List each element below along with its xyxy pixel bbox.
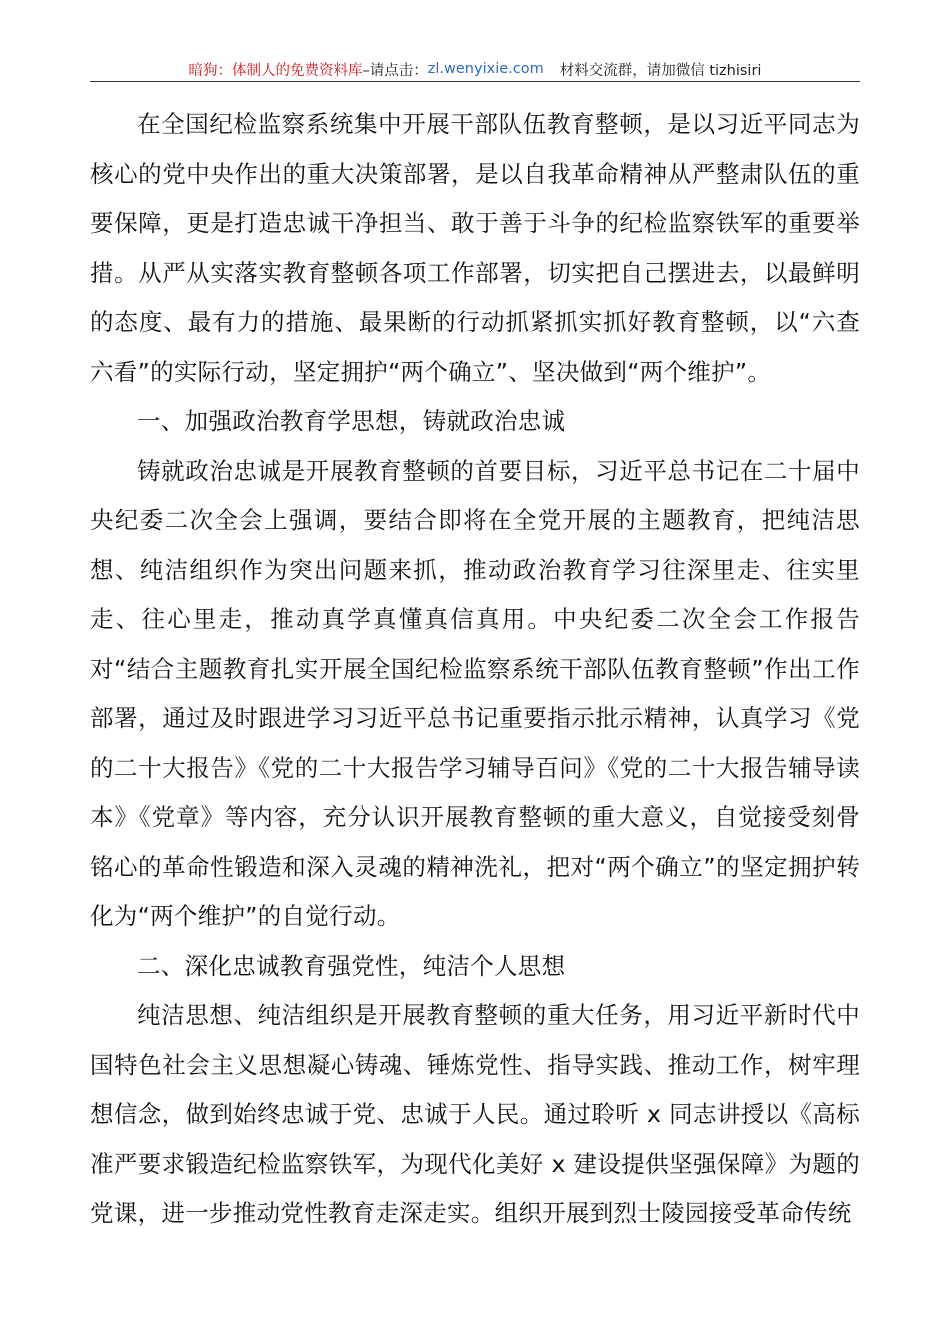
section-heading-2: 二、深化忠诚教育强党性，纯洁个人思想 bbox=[137, 951, 566, 980]
header-brand: 暗狗：体制人的免费资料库 bbox=[188, 62, 363, 79]
section-1-paragraph: 铸就政治忠诚是开展教育整顿的首要目标，习近平总书记在二十届中央纪委二次全会上强调，要结合即将在全党开展的主题教育，把纯洁思想、纯洁组织作为突出问题来抓，推动政治教育学习往深里走、往实里走、往心里走，推动真学真懂真信真用。中央纪委二次全会工作报告对“结合主题教育扎实开展全国纪检监察系统干部队伍教育整顿”作出工作部署，通过及时跟进学习习近平总书记重要指示批示精神，认真学习《党的二十大报告》《党的二十大报告学习辅导百问》《党的二十大报告辅导读本》《党章》等内容，充分认识开展教育整顿的重大意义，自觉接受刻骨铭心的革命性锻造和深入灵魂的精神洗礼，把对“两个确立”的坚定拥护转化为“两个维护”的自觉行动。 bbox=[90, 456, 860, 930]
intro-paragraph: 在全国纪检监察系统集中开展干部队伍教育整顿，是以习近平同志为核心的党中央作出的重大决策部署，是以自我革命精神从严整肃队伍的重要保障，更是打造忠诚干净担当、敢于善于斗争的纪检监察铁军的重要举措。从严从实落实教育整顿各项工作部署，切实把自己摆进去，以最鲜明的态度、最有力的措施、最果断的行动抓紧抓实抓好教育整顿，以“六查六看”的实际行动，坚定拥护“两个确立”、坚决做到“两个维护”。 bbox=[90, 110, 860, 386]
section-heading-1: 一、加强政治教育学思想，铸就政治忠诚 bbox=[137, 407, 566, 435]
header-divider bbox=[90, 81, 860, 82]
section-2-paragraph: 纯洁思想、纯洁组织是开展教育整顿的重大任务，用习近平新时代中国特色社会主义思想凝心铸魂、锤炼党性、指导实践、推动工作，树牢理想信念，做到始终忠诚于党、忠诚于人民。通过聆听 x 同志讲授以《高标准严要求锻造纪检监察铁军，为现代化美好 x 建设提供坚强保障》为题的党课，进一步推动党性教育走深走实。组织开展到烈士陵园接受革命传统 bbox=[90, 1001, 860, 1227]
header-contact: 材料交流群，请加微信 tizhisiri bbox=[559, 62, 762, 79]
header-url-link[interactable]: zl.wenyixie.com bbox=[427, 61, 544, 77]
page-header bbox=[90, 58, 860, 80]
header-separator: –请点击： bbox=[362, 62, 428, 79]
document-body bbox=[90, 100, 860, 1239]
